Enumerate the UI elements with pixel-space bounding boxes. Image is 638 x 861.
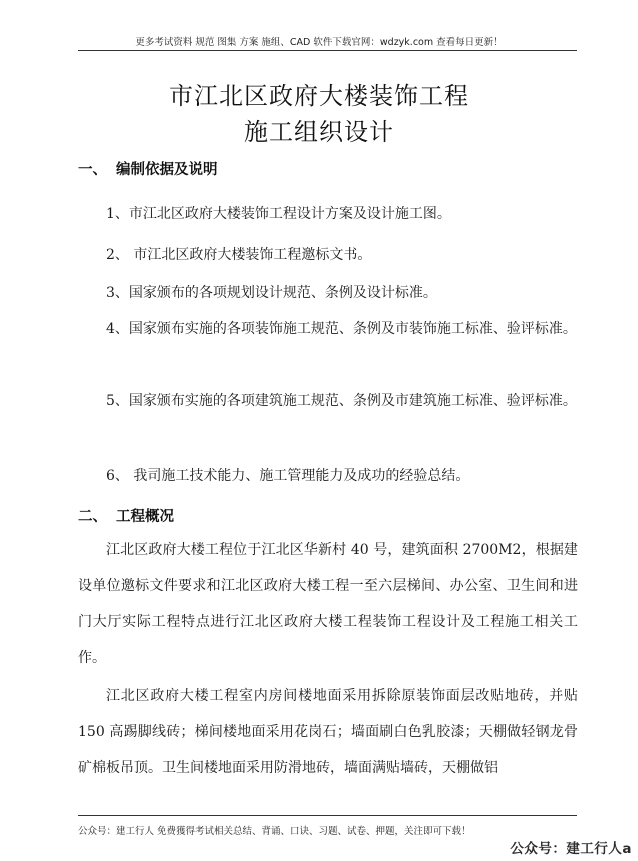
overview-paragraph-1: 江北区政府大楼工程位于江北区华新村 40 号，建筑面积 2700M2，根据建设单位邀标文件要求和江北区政府大楼工程一至六层梯间、办公室、卫生间和进门大厅实际工程特点进行江北区政府大楼工程装饰工程设计及工程施工相关工作。 <box>78 542 578 666</box>
section-heading-overview <box>78 505 174 526</box>
overview-paragraph-2: 江北区政府大楼工程室内房间楼地面采用拆除原装饰面层改贴地砖，并贴 150 高踢脚线砖；梯间楼地面采用花岗石；墙面刷白色乳胶漆；天棚做轻钢龙骨矿棉板吊顶。卫生间楼地面采用防滑地砖，墙面满贴墙砖，天棚做铝 <box>78 688 578 776</box>
section-heading-basis <box>78 158 218 179</box>
page-footer: 公众号：建工行人 免费獲得考试相关总结、背诵、口诀、习题、试卷、押题，关注即可下载！ <box>78 826 471 837</box>
footer-divider <box>78 815 577 816</box>
section-title: 工程概况 <box>116 509 174 525</box>
header-divider <box>78 50 577 51</box>
section-number: 二、 <box>78 509 107 525</box>
document-title: 市江北区政府大楼装饰工程 <box>169 82 469 110</box>
section-number: 一、 <box>78 162 107 178</box>
basis-item-1: 1、市江北区政府大楼装饰工程设计方案及设计施工图。 <box>106 206 451 222</box>
basis-item-3: 3、国家颁布的各项规划设计规范、条例及设计标准。 <box>106 285 437 301</box>
basis-item-5: 5、国家颁布实施的各项建筑施工规范、条例及市建筑施工标准、验评标准。 <box>106 393 577 409</box>
basis-item-6: 6、 我司施工技术能力、施工管理能力及成功的经验总结。 <box>106 468 470 484</box>
page-header: 更多考试资料 规范 图集 方案 施组、CAD 软件下载官网：wdzyk.com 查看每日更新！ <box>135 37 503 48</box>
watermark: 公众号：建工行人a <box>510 841 632 857</box>
basis-item-4: 4、国家颁布实施的各项装饰施工规范、条例及市装饰施工标准、验评标准。 <box>106 321 577 337</box>
section-title: 编制依据及说明 <box>116 162 218 178</box>
basis-item-2: 2、 市江北区政府大楼装饰工程邀标文书。 <box>106 247 372 263</box>
document-subtitle: 施工组织设计 <box>244 118 394 146</box>
